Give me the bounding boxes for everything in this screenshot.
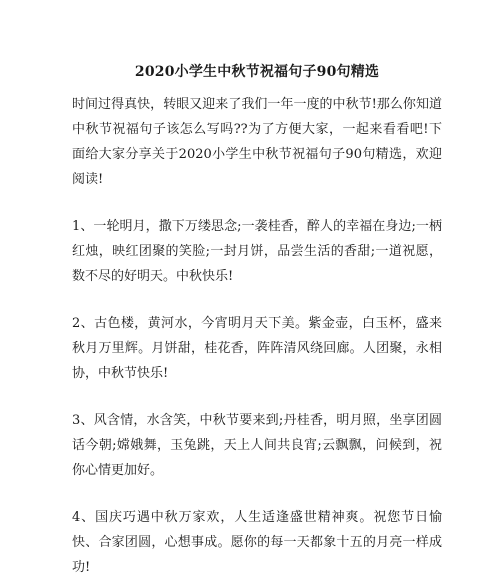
list-item-text: 国庆巧遇中秋万家欢，人生适逢盛世精神爽。祝您节日愉快、合家团圆，心想事成。愿你的每一天都象十五的月亮一样成功! bbox=[72, 510, 442, 575]
list-item-text: 古色楼，黄河水，今宵明月天下美。紫金壶，白玉杯，盛来秋月万里辉。月饼甜，桂花香，阵阵清风绕回廊。人团聚，永相协，中秋节快乐! bbox=[72, 316, 442, 381]
list-item-text: 风含情，水含笑，中秋节要来到;丹桂香，明月照，坐享团圆话今朝;嫦娥舞，玉兔跳，天上人间共良宵;云飘飘，问候到，祝你心情更加好。 bbox=[72, 413, 442, 478]
list-item-4 bbox=[72, 505, 442, 580]
list-item-number: 1、 bbox=[72, 219, 94, 234]
list-item-number: 3、 bbox=[72, 413, 94, 428]
list-item-number: 4、 bbox=[72, 510, 96, 525]
list-item-3 bbox=[72, 408, 442, 483]
document-title: 2020小学生中秋节祝福句子90句精选 bbox=[134, 64, 380, 80]
list-item-1 bbox=[72, 214, 442, 289]
list-item-number: 2、 bbox=[72, 316, 95, 331]
list-item-text: 一轮明月，撒下万缕思念;一袭桂香，醉人的幸福在身边;一柄红烛，映红团聚的笑脸;一封月饼，品尝生活的香甜;一道祝愿，数不尽的好明天。中秋快乐! bbox=[72, 219, 442, 284]
list-item-2 bbox=[72, 311, 442, 386]
intro-paragraph: 时间过得真快，转眼又迎来了我们一年一度的中秋节!那么你知道中秋节祝福句子该怎么写吗??为了方便大家，一起来看看吧!下面给大家分享关于2020小学生中秋节祝福句子90句精选，欢迎阅读! bbox=[72, 97, 442, 187]
